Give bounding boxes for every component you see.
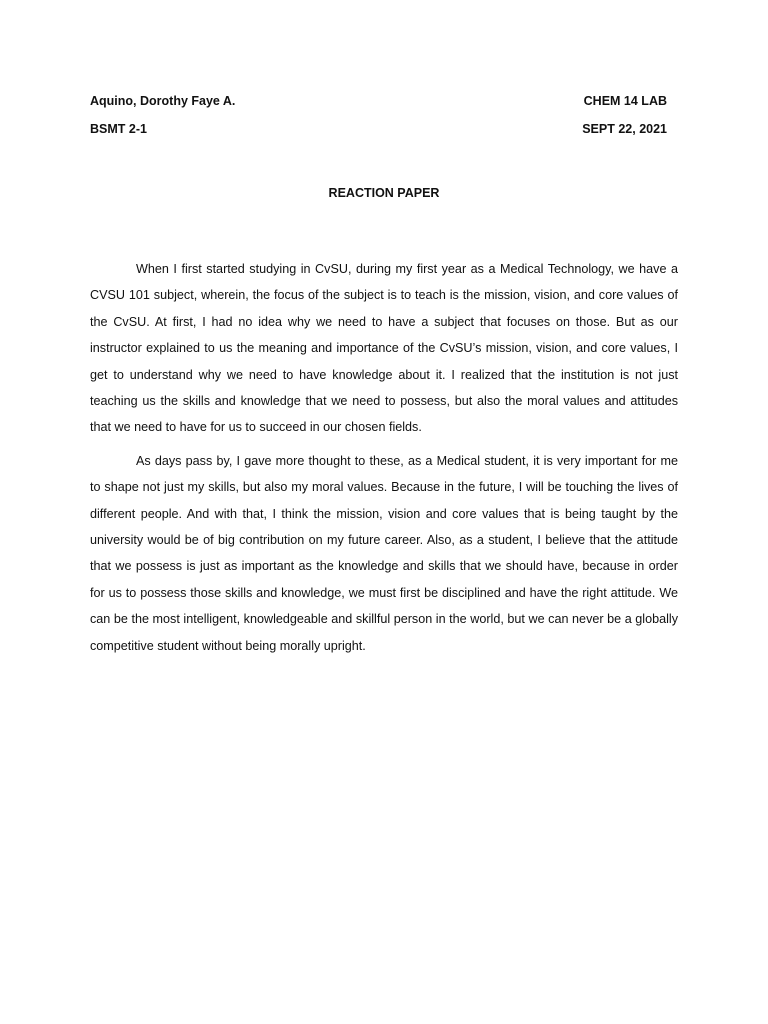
- document-body: [90, 256, 678, 666]
- date-label: SEPT 22, 2021: [582, 122, 667, 136]
- header-row-1: [90, 94, 667, 108]
- course-label: CHEM 14 LAB: [583, 94, 667, 108]
- section-label: BSMT 2-1: [90, 122, 147, 136]
- paragraph: When I first started studying in CvSU, during my first year as a Medical Technology, we have a CVSU 101 subject, wherein, the focus of the subject is to teach is the mission, vision, and core values of the CvSU. At first, I had no idea why we need to have a subject that focuses on those. But as our instructor explained to us the meaning and importance of the CvSU’s mission, vision, and core values, I get to understand why we need to have knowledge about it. I realized that the institution is not just teaching us the skills and knowledge that we need to possess, but also the moral values and attitudes that we need to have for us to succeed in our chosen fields.: [90, 262, 678, 435]
- student-name: Aquino, Dorothy Faye A.: [90, 94, 236, 108]
- paragraph: As days pass by, I gave more thought to these, as a Medical student, it is very important for me to shape not just my skills, but also my moral values. Because in the future, I will be touching the lives of different people. And with that, I think the mission, vision and core values that is being taught by the university would be of big contribution on my future career. Also, as a student, I believe that the attitude that we possess is just as important as the knowledge and skills that we should have, because in order for us to possess those skills and knowledge, we must first be disciplined and have the right attitude. We can be the most intelligent, knowledgeable and skillful person in the world, but we can never be a globally competitive student without being morally upright.: [90, 453, 678, 653]
- header-row-2: [90, 122, 667, 136]
- document-title: REACTION PAPER: [328, 186, 440, 200]
